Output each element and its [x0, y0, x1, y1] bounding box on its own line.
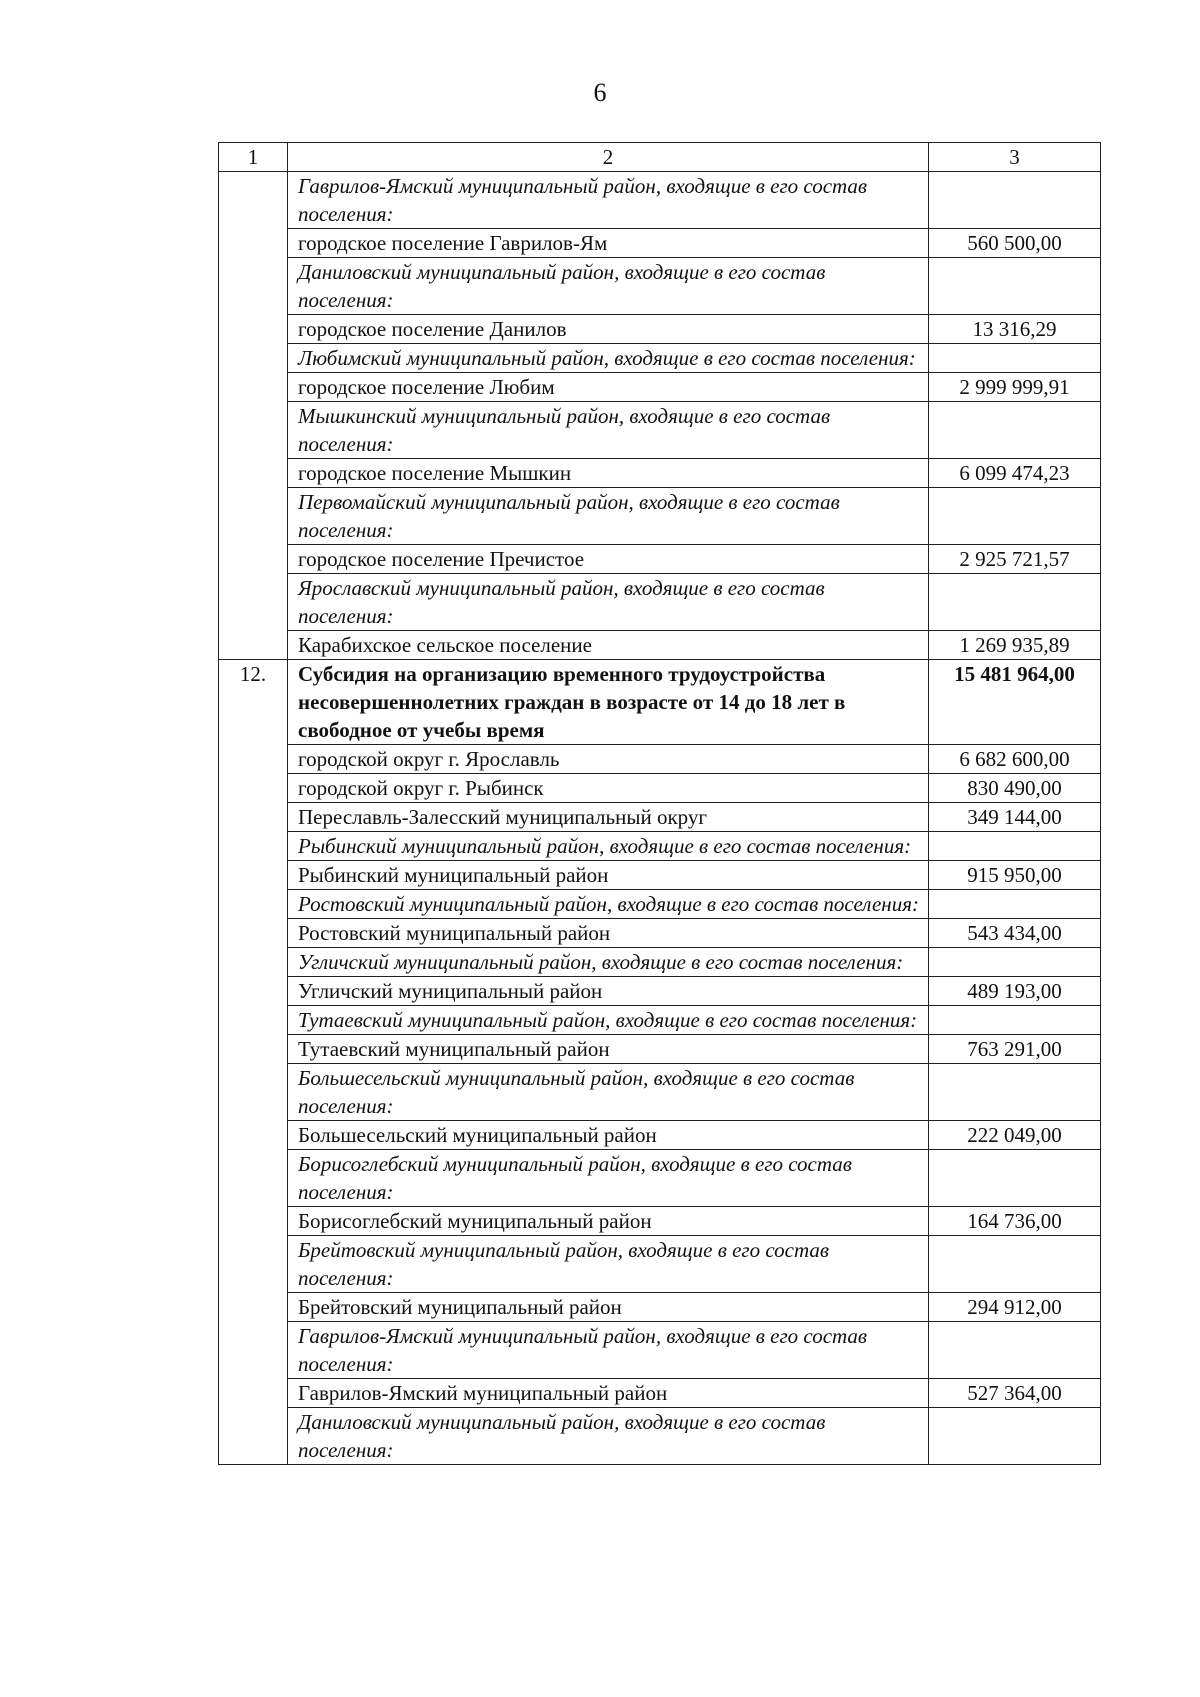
recipient-name: городское поселение Пречистое — [288, 545, 929, 574]
table-row — [219, 745, 1101, 774]
recipient-name: городское поселение Мышкин — [288, 459, 929, 488]
amount-cell: 1 269 935,89 — [929, 631, 1101, 660]
table-row — [219, 803, 1101, 832]
amount-cell — [929, 890, 1101, 919]
row-number — [219, 1006, 288, 1035]
district-subheading: Даниловский муниципальный район, входящие в его состав поселения: — [288, 258, 929, 315]
row-number — [219, 1293, 288, 1322]
table-row — [219, 1408, 1101, 1465]
row-number — [219, 631, 288, 660]
row-number — [219, 545, 288, 574]
row-number — [219, 1035, 288, 1064]
row-number — [219, 774, 288, 803]
recipient-name: городской округ г. Рыбинск — [288, 774, 929, 803]
amount-cell — [929, 1236, 1101, 1293]
column-header-amount: 3 — [929, 143, 1101, 172]
district-subheading: Борисоглебский муниципальный район, входящие в его состав поселения: — [288, 1150, 929, 1207]
district-subheading: Ростовский муниципальный район, входящие в его состав поселения: — [288, 890, 929, 919]
table-row — [219, 1150, 1101, 1207]
amount-cell: 489 193,00 — [929, 977, 1101, 1006]
table-row — [219, 172, 1101, 229]
row-number — [219, 229, 288, 258]
row-number — [219, 172, 288, 229]
table-row — [219, 919, 1101, 948]
page-number: 6 — [593, 78, 607, 107]
amount-cell — [929, 488, 1101, 545]
recipient-name: Гаврилов-Ямский муниципальный район — [288, 1379, 929, 1408]
amount-cell — [929, 832, 1101, 861]
table-row — [219, 344, 1101, 373]
table-row — [219, 1293, 1101, 1322]
recipient-name: Брейтовский муниципальный район — [288, 1293, 929, 1322]
amount-cell — [929, 402, 1101, 459]
allocation-table — [218, 142, 1101, 1465]
table-row — [219, 1121, 1101, 1150]
amount-cell: 915 950,00 — [929, 861, 1101, 890]
amount-cell: 6 099 474,23 — [929, 459, 1101, 488]
recipient-name: Карабихское сельское поселение — [288, 631, 929, 660]
amount-cell — [929, 172, 1101, 229]
amount-cell: 13 316,29 — [929, 315, 1101, 344]
district-subheading: Гаврилов-Ямский муниципальный район, входящие в его состав поселения: — [288, 172, 929, 229]
amount-cell: 164 736,00 — [929, 1207, 1101, 1236]
amount-cell — [929, 258, 1101, 315]
table-header-row — [219, 143, 1101, 172]
row-number — [219, 1150, 288, 1207]
amount-cell — [929, 1064, 1101, 1121]
amount-cell — [929, 1408, 1101, 1465]
amount-cell: 222 049,00 — [929, 1121, 1101, 1150]
row-number — [219, 1379, 288, 1408]
row-number — [219, 402, 288, 459]
amount-cell: 2 925 721,57 — [929, 545, 1101, 574]
row-number — [219, 861, 288, 890]
amount-cell: 763 291,00 — [929, 1035, 1101, 1064]
table-row — [219, 574, 1101, 631]
recipient-name: Рыбинский муниципальный район — [288, 861, 929, 890]
table-row — [219, 1236, 1101, 1293]
district-subheading: Угличский муниципальный район, входящие в его состав поселения: — [288, 948, 929, 977]
district-subheading: Тутаевский муниципальный район, входящие в его состав поселения: — [288, 1006, 929, 1035]
row-number — [219, 890, 288, 919]
row-number — [219, 919, 288, 948]
district-subheading: Любимский муниципальный район, входящие в его состав поселения: — [288, 344, 929, 373]
district-subheading: Гаврилов-Ямский муниципальный район, входящие в его состав поселения: — [288, 1322, 929, 1379]
table-row — [219, 948, 1101, 977]
column-header-name: 2 — [288, 143, 929, 172]
table-row — [219, 774, 1101, 803]
recipient-name: Большесельский муниципальный район — [288, 1121, 929, 1150]
row-number — [219, 315, 288, 344]
table-row — [219, 1322, 1101, 1379]
amount-cell — [929, 1322, 1101, 1379]
recipient-name: городской округ г. Ярославль — [288, 745, 929, 774]
recipient-name: городское поселение Любим — [288, 373, 929, 402]
table-row — [219, 258, 1101, 315]
row-number — [219, 803, 288, 832]
table-row — [219, 1006, 1101, 1035]
row-number — [219, 977, 288, 1006]
recipient-name: Борисоглебский муниципальный район — [288, 1207, 929, 1236]
table-row — [219, 861, 1101, 890]
row-number: 12. — [219, 660, 288, 745]
row-number — [219, 832, 288, 861]
amount-cell: 349 144,00 — [929, 803, 1101, 832]
row-number — [219, 574, 288, 631]
row-number — [219, 1121, 288, 1150]
table-row — [219, 229, 1101, 258]
subsidy-title: Субсидия на организацию временного трудоустройства несовершеннолетних граждан в возрасте от 14 до 18 лет в свободное от учебы время — [288, 660, 929, 745]
column-header-number: 1 — [219, 143, 288, 172]
table-row — [219, 488, 1101, 545]
row-number — [219, 344, 288, 373]
row-number — [219, 1207, 288, 1236]
table-row — [219, 402, 1101, 459]
table-row — [219, 1379, 1101, 1408]
table-row — [219, 545, 1101, 574]
table-row — [219, 631, 1101, 660]
amount-cell: 543 434,00 — [929, 919, 1101, 948]
recipient-name: Переславль-Залесский муниципальный округ — [288, 803, 929, 832]
district-subheading: Ярославский муниципальный район, входящие в его состав поселения: — [288, 574, 929, 631]
row-number — [219, 373, 288, 402]
amount-cell — [929, 574, 1101, 631]
row-number — [219, 1322, 288, 1379]
amount-cell — [929, 1150, 1101, 1207]
table-row — [219, 373, 1101, 402]
table-row — [219, 660, 1101, 745]
table-body — [219, 143, 1101, 1465]
row-number — [219, 1064, 288, 1121]
recipient-name: городское поселение Гаврилов-Ям — [288, 229, 929, 258]
table-row — [219, 1207, 1101, 1236]
row-number — [219, 948, 288, 977]
table-row — [219, 315, 1101, 344]
table-row — [219, 977, 1101, 1006]
amount-cell — [929, 1006, 1101, 1035]
table-row — [219, 832, 1101, 861]
row-number — [219, 459, 288, 488]
district-subheading: Первомайский муниципальный район, входящие в его состав поселения: — [288, 488, 929, 545]
amount-cell: 830 490,00 — [929, 774, 1101, 803]
amount-cell: 15 481 964,00 — [929, 660, 1101, 745]
amount-cell: 6 682 600,00 — [929, 745, 1101, 774]
recipient-name: Тутаевский муниципальный район — [288, 1035, 929, 1064]
district-subheading: Даниловский муниципальный район, входящие в его состав поселения: — [288, 1408, 929, 1465]
row-number — [219, 1236, 288, 1293]
row-number — [219, 1408, 288, 1465]
amount-cell — [929, 948, 1101, 977]
district-subheading: Рыбинский муниципальный район, входящие в его состав поселения: — [288, 832, 929, 861]
amount-cell — [929, 344, 1101, 373]
row-number — [219, 745, 288, 774]
table-row — [219, 890, 1101, 919]
amount-cell: 294 912,00 — [929, 1293, 1101, 1322]
district-subheading: Брейтовский муниципальный район, входящие в его состав поселения: — [288, 1236, 929, 1293]
table-row — [219, 459, 1101, 488]
recipient-name: городское поселение Данилов — [288, 315, 929, 344]
amount-cell: 560 500,00 — [929, 229, 1101, 258]
row-number — [219, 258, 288, 315]
district-subheading: Мышкинский муниципальный район, входящие в его состав поселения: — [288, 402, 929, 459]
amount-cell: 2 999 999,91 — [929, 373, 1101, 402]
table-row — [219, 1035, 1101, 1064]
row-number — [219, 488, 288, 545]
amount-cell: 527 364,00 — [929, 1379, 1101, 1408]
recipient-name: Угличский муниципальный район — [288, 977, 929, 1006]
recipient-name: Ростовский муниципальный район — [288, 919, 929, 948]
district-subheading: Большесельский муниципальный район, входящие в его состав поселения: — [288, 1064, 929, 1121]
table-row — [219, 1064, 1101, 1121]
